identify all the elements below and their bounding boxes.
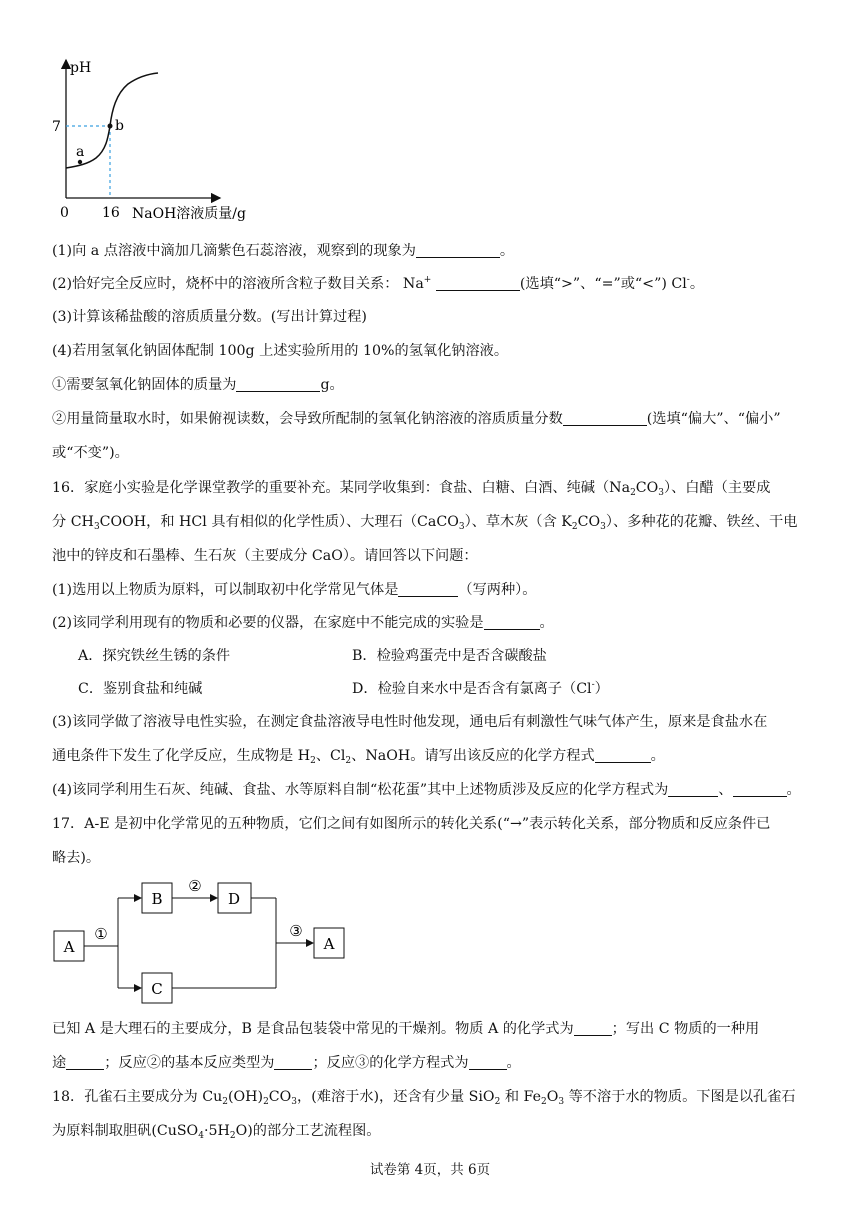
point-b-label: b bbox=[115, 118, 124, 134]
svg-text:A: A bbox=[323, 935, 335, 953]
svg-text:D: D bbox=[227, 890, 241, 908]
q16-part1: (1)选用以上物质为原料，可以制取初中化学常见气体是 （写两种）。 bbox=[52, 582, 537, 598]
answer-blank[interactable] bbox=[563, 410, 647, 426]
answer-blank[interactable] bbox=[66, 1054, 104, 1070]
answer-blank[interactable] bbox=[733, 781, 787, 797]
answer-blank[interactable] bbox=[274, 1054, 312, 1070]
reaction-2-label: ② bbox=[188, 877, 202, 895]
q16-option-c[interactable]: C．鉴别食盐和纯碱 bbox=[78, 681, 203, 697]
q16-part2: (2)该同学利用现有的物质和必要的仪器，在家庭中不能完成的实验是 。 bbox=[52, 615, 554, 631]
q15-part3: (3)计算该稀盐酸的溶质质量分数。(写出计算过程) bbox=[52, 309, 367, 325]
y-tick-7: 7 bbox=[52, 119, 61, 135]
q16-part4: (4)该同学利用生石灰、纯碱、食盐、水等原料自制“松花蛋”其中上述物质涉及反应的化学方程式为 、 。 bbox=[52, 782, 801, 798]
q16-part3-line1: (3)该同学做了溶液导电性实验，在测定食盐溶液导电性时他发现，通电后有刺激性气味气体产生，原来是食盐水在 bbox=[52, 714, 768, 730]
page-footer: 试卷第 4页，共 6页 bbox=[369, 1162, 491, 1178]
q17-stem-line1: 17．A-E 是初中化学常见的五种物质，它们之间有如图所示的转化关系(“→”表示转化关系，部分物质和反应条件已 bbox=[52, 816, 771, 832]
q16-stem-line1: 16．家庭小实验是化学课堂教学的重要补充。某同学收集到：食盐、白糖、白酒、纯碱$(Na_2CO_3)$、白醋（主要成 bbox=[52, 480, 771, 498]
q15-part4a: ①需要氢氧化钠固体的质量为 g。 bbox=[52, 377, 344, 393]
reaction-1-label: ① bbox=[94, 925, 108, 943]
conversion-diagram bbox=[50, 876, 350, 1006]
x-axis-label: NaOH溶液质量/g bbox=[132, 206, 246, 222]
q17-text-line2: 途 ；反应②的基本反应类型为 ；反应③的化学方程式为 。 bbox=[52, 1055, 521, 1071]
answer-blank[interactable] bbox=[595, 747, 651, 763]
q18-stem-line2: 为原料制取胆矾$(CuSO_4\cdot 5H_2O)$的部分工艺流程图。 bbox=[52, 1123, 381, 1141]
q15-part4b: ②用量筒量取水时，如果俯视读数，会导致所配制的氢氧化钠溶液的溶质质量分数 (选填“偏大”、“偏小” bbox=[52, 411, 781, 427]
y-axis-label: pH bbox=[70, 60, 92, 76]
answer-blank[interactable] bbox=[416, 242, 500, 258]
point-a-label: a bbox=[76, 144, 85, 160]
answer-blank[interactable] bbox=[436, 275, 520, 291]
point-b bbox=[108, 124, 113, 129]
svg-text:C: C bbox=[151, 980, 163, 998]
q15-part4b-cont: 或“不变”)。 bbox=[52, 445, 129, 461]
svg-text:B: B bbox=[151, 890, 163, 908]
ph-titration-graph bbox=[40, 50, 290, 225]
q15-part2: (2)恰好完全反应时，烧杯中的溶液所含粒子数目关系： Na+ (选填“>”、“=”或“<”) Cl-。 bbox=[52, 275, 705, 292]
x-tick-16: 16 bbox=[102, 205, 120, 221]
q16-stem-line2: 分 $CH_3COOH$，和 HCl 具有相似的化学性质）、大理石（CaCO$_3$）、草木灰（含 $K_2CO_3$）、多种花的花瓣、铁丝、干电 bbox=[52, 514, 798, 532]
answer-blank[interactable] bbox=[668, 781, 718, 797]
answer-blank[interactable] bbox=[484, 614, 540, 630]
q18-stem-line1: 18．孔雀石主要成分为 $Cu_2(OH)_2CO_3$，(难溶于水)，还含有少量 SiO$_2$ 和 $Fe_2O_3$ 等不溶于水的物质。下图是以孔雀石 bbox=[52, 1089, 796, 1107]
q16-option-d[interactable]: D．检验自来水中是否含有氯离子（Cl-） bbox=[352, 680, 609, 697]
q16-stem-line3: 池中的锌皮和石墨棒、生石灰（主要成分 CaO）。请回答以下问题： bbox=[52, 548, 478, 564]
q16-option-a[interactable]: A．探究铁丝生锈的条件 bbox=[78, 648, 231, 664]
answer-blank[interactable] bbox=[469, 1054, 507, 1070]
q15-part1: (1)向 a 点溶液中滴加几滴紫色石蕊溶液，观察到的现象为 。 bbox=[52, 243, 515, 259]
q17-stem-line2: 略去)。 bbox=[52, 850, 101, 866]
reaction-3-label: ③ bbox=[289, 922, 303, 940]
point-a bbox=[78, 160, 82, 164]
q16-option-b[interactable]: B．检验鸡蛋壳中是否含碳酸盐 bbox=[352, 648, 547, 664]
answer-blank[interactable] bbox=[236, 376, 320, 392]
q17-text-line1: 已知 A 是大理石的主要成分，B 是食品包装袋中常见的干燥剂。物质 A 的化学式为 ；写出 C 物质的一种用 bbox=[52, 1021, 760, 1037]
origin-label: 0 bbox=[60, 205, 69, 221]
answer-blank[interactable] bbox=[398, 581, 458, 597]
answer-blank[interactable] bbox=[574, 1020, 612, 1036]
svg-text:A: A bbox=[63, 938, 75, 956]
q15-part4: (4)若用氢氧化钠固体配制 100g 上述实验所用的 10%的氢氧化钠溶液。 bbox=[52, 343, 509, 359]
q16-part3-line2: 通电条件下发生了化学反应，生成物是 $H_2$、$Cl_2$、NaOH。请写出该反应的化学方程式 。 bbox=[52, 748, 665, 766]
